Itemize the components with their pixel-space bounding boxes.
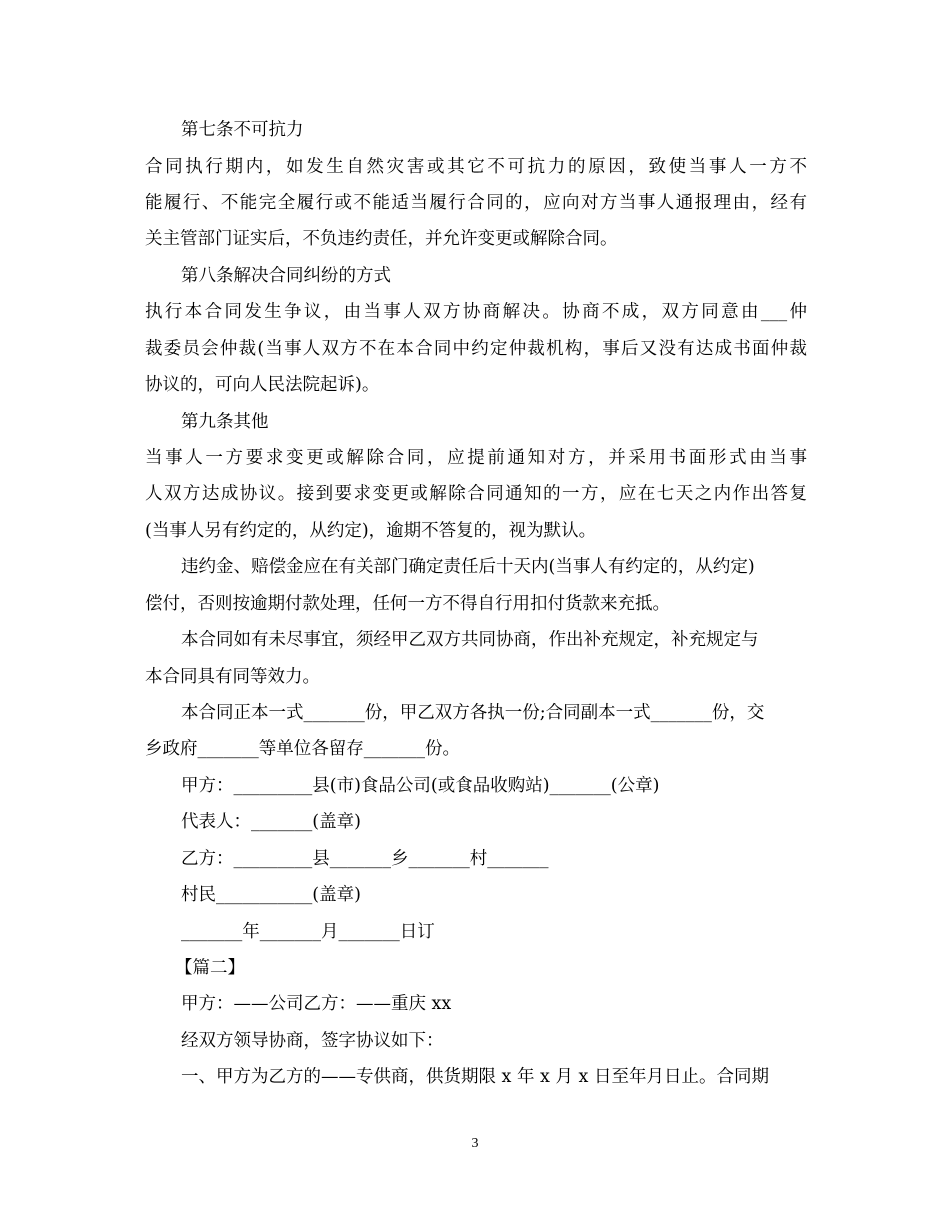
page-number: 3 [471, 1136, 479, 1151]
paragraph-line: 协议的，可向人民法院起诉)。 [145, 375, 380, 395]
paragraph-line: 经双方领导协商，签字协议如下： [181, 1031, 444, 1051]
article-8-heading: 第八条解决合同纠纷的方式 [181, 266, 391, 286]
paragraph-line: 执行本合同发生争议，由当事人双方协商解决。协商不成，双方同意由___仲 [145, 302, 807, 322]
paragraph-line: 人双方达成协议。接到要求变更或解除合同通知的一方，应在七天之内作出答复 [145, 484, 807, 504]
paragraph-line: 本合同具有同等效力。 [145, 667, 320, 687]
villager-line: 村民___________(盖章) [181, 885, 361, 905]
paragraph-line: 乡政府_______等单位各留存_______份。 [145, 739, 460, 759]
paragraph-line: 合同执行期内，如发生自然灾害或其它不可抗力的原因，致使当事人一方不 [145, 157, 807, 177]
party-b-line: 乙方：_________县_______乡_______村_______ [181, 849, 549, 869]
section-heading: 【篇二】 [175, 958, 245, 978]
paragraph-line: (当事人另有约定的，从约定)，逾期不答复的，视为默认。 [145, 521, 597, 541]
parties-line: 甲方：——公司乙方：——重庆 xx [181, 994, 452, 1014]
paragraph-line: 关主管部门证实后，不负违约责任，并允许变更或解除合同。 [145, 229, 618, 249]
article-7-heading: 第七条不可抗力 [181, 120, 304, 140]
paragraph-line: 违约金、赔偿金应在有关部门确定责任后十天内(当事人有约定的，从约定) [181, 557, 755, 577]
paragraph-line: 能履行、不能完全履行或不能适当履行合同的，应向对方当事人通报理由，经有 [145, 193, 807, 213]
date-line: _______年_______月_______日订 [181, 922, 435, 942]
party-a-line: 甲方：_________县(市)食品公司(或食品收购站)_______(公章) [181, 776, 660, 796]
paragraph-line: 一、甲方为乙方的——专供商，供货期限 x 年 x 月 x 日至年月日止。合同期 [181, 1067, 769, 1087]
representative-line: 代表人：_______(盖章) [181, 812, 361, 832]
paragraph-line: 裁委员会仲裁(当事人双方不在本合同中约定仲裁机构，事后又没有达成书面仲裁 [145, 339, 807, 359]
paragraph-line: 当事人一方要求变更或解除合同，应提前通知对方，并采用书面形式由当事 [145, 448, 807, 468]
paragraph-line: 本合同如有未尽事宜，须经甲乙双方共同协商，作出补充规定，补充规定与 [181, 630, 759, 650]
article-9-heading: 第九条其他 [181, 412, 269, 432]
paragraph-line: 偿付，否则按逾期付款处理，任何一方不得自行用扣付货款来充抵。 [145, 594, 670, 614]
paragraph-line: 本合同正本一式_______份，甲乙双方各执一份;合同副本一式_______份，交 [181, 703, 765, 723]
